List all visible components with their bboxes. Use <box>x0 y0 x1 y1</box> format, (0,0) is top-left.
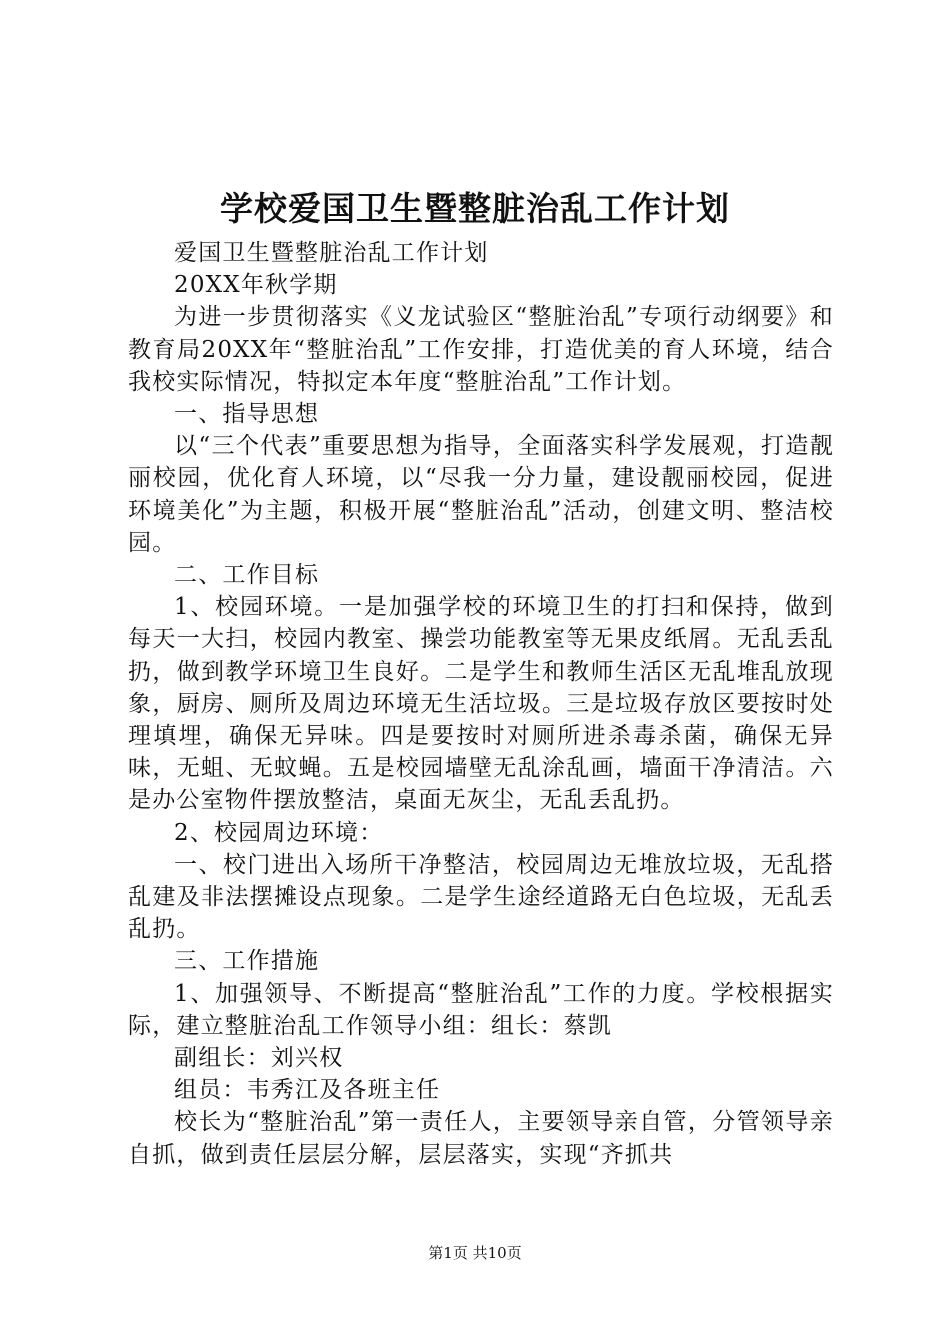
document-title: 学校爱国卫生暨整脏治乱工作计划 <box>220 189 730 228</box>
page-number-footer: 第1页 共10页 <box>428 1244 522 1262</box>
section-heading-work-goals: 二、工作目标 <box>174 562 320 589</box>
section-heading-work-measures: 三、工作措施 <box>174 948 320 975</box>
paragraph-guiding-thought: 以“三个代表”重要思想为指导，全面落实科学发展观，打造靓丽校园，优化育人环境，以“尽我一分力量，建设靓丽校园，促进环境美化”为主题，积极开展“整脏治乱”活动，创建文明、整洁校园。 <box>128 433 834 556</box>
paragraph-intro: 为进一步贯彻落实《义龙试验区“整脏治乱”专项行动纲要》和教育局20XX年“整脏治乱”工作安排，打造优美的育人环境，结合我校实际情况，特拟定本年度“整脏治乱”工作计划。 <box>128 304 834 395</box>
paragraph-surroundings: 一、校门进出入场所干净整洁，校园周边无堆放垃圾，无乱搭乱建及非法摆摊设点现象。二是学生途经道路无白色垃圾，无乱丢乱扔。 <box>128 851 834 943</box>
paragraph-campus-environment: 1、校园环境。一是加强学校的环境卫生的打扫和保持，做到每天一大扫，校园内教室、操尝功能教室等无果皮纸屑。无乱丢乱扔，做到教学环境卫生良好。二是学生和教师生活区无乱堆乱放现象，厨房、厕所及周边环境无生活垃圾。三是垃圾存放区要按时处理填埋，确保无异味。四是要按时对厕所进杀毒杀菌，确保无异味，无蛆、无蚊蝇。五是校园墙壁无乱涂乱画，墙面干净清洁。六是办公室物件摆放整洁，桌面无灰尘，无乱丢乱扔。 <box>128 594 834 814</box>
section-heading-guiding-thought: 一、指导思想 <box>174 401 320 428</box>
paragraph-responsibility: 校长为“整脏治乱”第一责任人，主要领导亲自管，分管领导亲自抓，做到责任层层分解，层层落实，实现“齐抓共 <box>128 1109 834 1168</box>
paragraph-deputy-leader: 副组长：刘兴权 <box>174 1045 344 1072</box>
document-body <box>128 237 834 1171</box>
paragraph-subtitle: 爱国卫生暨整脏治乱工作计划 <box>174 240 489 266</box>
paragraph-members: 组员：韦秀江及各班主任 <box>174 1077 441 1104</box>
paragraph-term: 20XX年秋学期 <box>174 272 338 299</box>
paragraph-leadership: 1、加强领导、不断提高“整脏治乱”工作的力度。学校根据实际，建立整脏治乱工作领导小组：组长：蔡凯 <box>128 980 834 1039</box>
paragraph-surroundings-heading: 2、校园周边环境： <box>174 819 384 846</box>
